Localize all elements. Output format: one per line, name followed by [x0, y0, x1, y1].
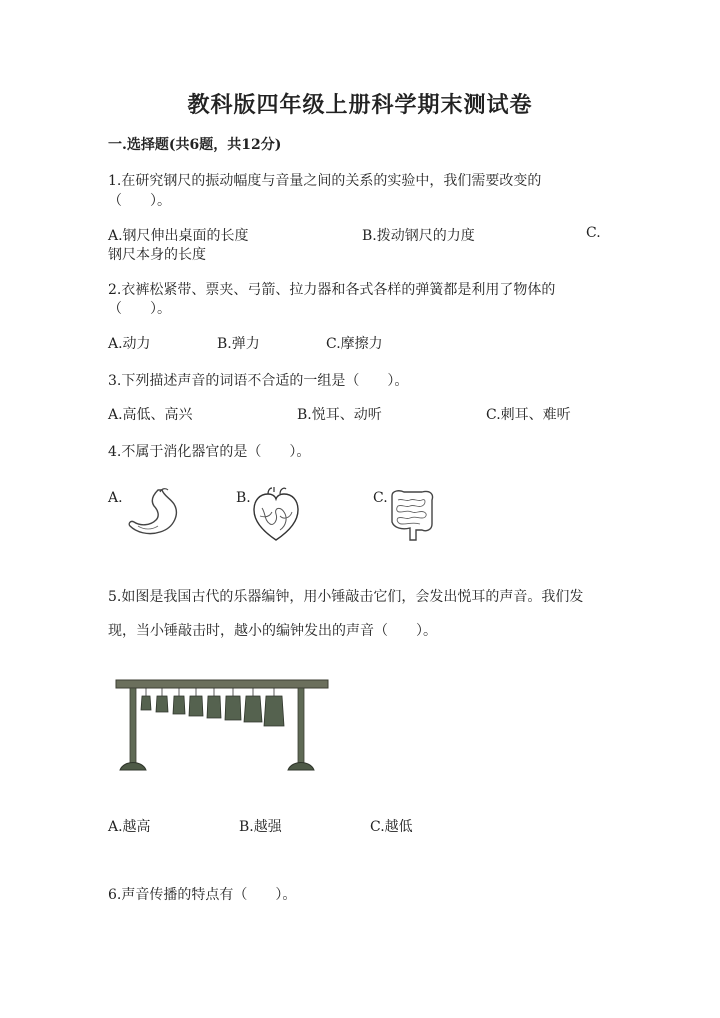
question-1-option-b[interactable]: B.拨动钢尺的力度 — [362, 228, 475, 244]
question-1-option-c[interactable]: C. — [586, 225, 601, 241]
question-2-line2: （ ）。 — [108, 301, 171, 317]
question-1-line1: 1.在研究钢尺的振动幅度与音量之间的关系的实验中，我们需要改变的 — [108, 173, 542, 189]
page-title: 教科版四年级上册科学期末测试卷 — [187, 92, 533, 118]
question-1-option-a[interactable]: A.钢尺伸出桌面的长度 — [108, 228, 249, 244]
question-5-line2: 现，当小锤敲击时，越小的编钟发出的声音（ ）。 — [108, 623, 437, 639]
question-1-option-c-wrap[interactable]: 钢尺本身的长度 — [108, 247, 206, 263]
question-2-option-c[interactable]: C.摩擦力 — [326, 336, 383, 352]
question-4-option-a[interactable]: A. — [108, 490, 123, 506]
question-2-option-b[interactable]: B.弹力 — [217, 336, 260, 352]
question-5-option-a[interactable]: A.越高 — [108, 819, 151, 835]
question-3-line1: 3.下列描述声音的词语不合适的一组是（ ）。 — [108, 373, 409, 389]
question-5-option-c[interactable]: C.越低 — [370, 819, 413, 835]
question-5-option-b[interactable]: B.越强 — [239, 819, 282, 835]
stomach-icon — [124, 486, 186, 538]
section-heading: 一.选择题(共6题，共12分) — [108, 137, 282, 153]
question-2-option-a[interactable]: A.动力 — [108, 336, 151, 352]
question-3-option-c[interactable]: C.刺耳、难听 — [486, 407, 571, 423]
question-4-option-c[interactable]: C. — [373, 490, 388, 506]
heart-icon — [250, 486, 302, 544]
question-1-line2: （ ）。 — [108, 193, 171, 209]
intestine-icon — [386, 486, 438, 544]
question-6-line1: 6.声音传播的特点有（ ）。 — [108, 887, 297, 903]
question-3-option-a[interactable]: A.高低、高兴 — [108, 407, 193, 423]
question-5-line1: 5.如图是我国古代的乐器编钟，用小锤敲击它们，会发出悦耳的声音。我们发 — [108, 589, 584, 605]
question-4-option-b[interactable]: B. — [236, 490, 251, 506]
bianzhong-bells-image — [112, 676, 332, 780]
question-4-line1: 4.不属于消化器官的是（ ）。 — [108, 444, 311, 460]
question-2-line1: 2.衣裤松紧带、票夹、弓箭、拉力器和各式各样的弹簧都是利用了物体的 — [108, 282, 556, 298]
question-3-option-b[interactable]: B.悦耳、动听 — [297, 407, 382, 423]
